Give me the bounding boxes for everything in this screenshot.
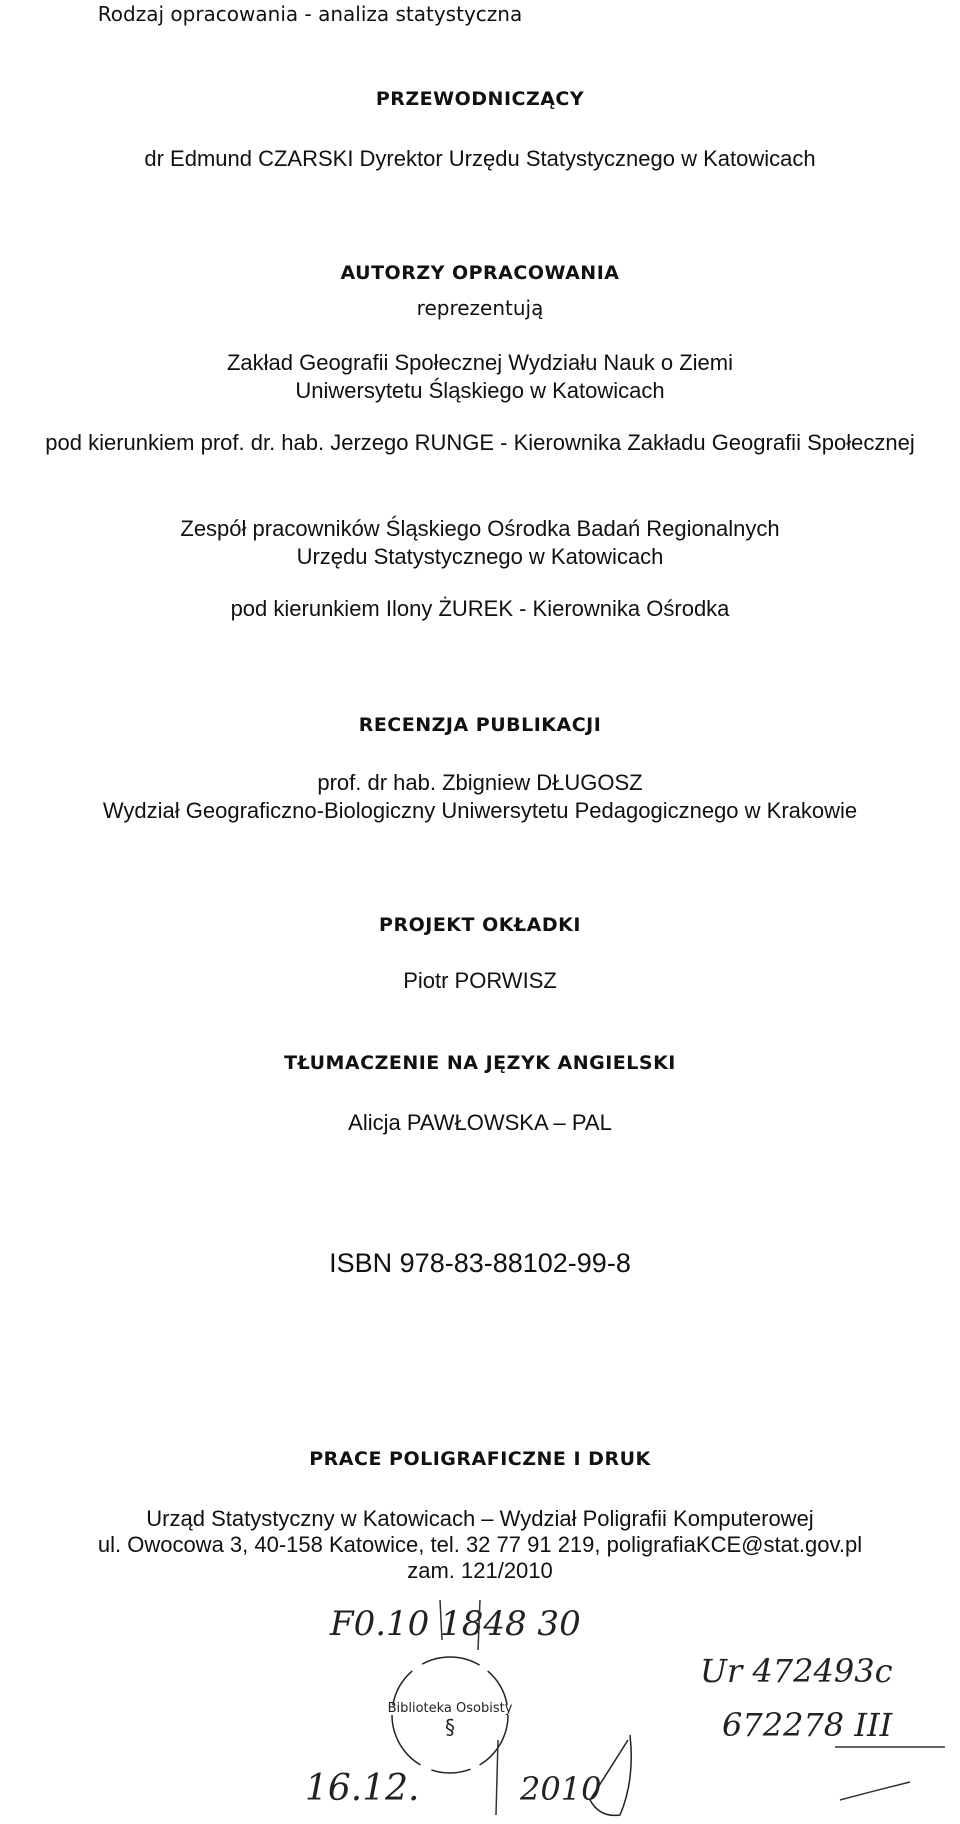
authors-group2-line1: Zespół pracowników Śląskiego Ośrodka Badań Regionalnych <box>180 516 780 541</box>
cover-name: Piotr PORWISZ <box>403 968 557 993</box>
translation-name: Alicja PAWŁOWSKA – PAL <box>348 1110 612 1135</box>
print-line2: ul. Owocowa 3, 40-158 Katowice, tel. 32 77 91 219, poligrafiaKCE@stat.gov.pl <box>97 1532 863 1557</box>
translation-heading: TŁUMACZENIE NA JĘZYK ANGIELSKI <box>284 1052 676 1074</box>
authors-group1-line2: Uniwersytetu Śląskiego w Katowicach <box>295 378 665 403</box>
stamp-text: Biblioteka Osobisty <box>387 1701 513 1716</box>
authors-group2-lead: pod kierunkiem Ilony ŻUREK - Kierownika Ośrodka <box>230 596 730 621</box>
handwritten-underline <box>830 1722 950 1812</box>
chair-name: dr Edmund CZARSKI Dyrektor Urzędu Statystycznego w Katowicach <box>144 146 816 171</box>
handwritten-catalog-number: F0.10 1848 30 <box>330 1604 581 1644</box>
print-heading: PRACE POLIGRAFICZNE I DRUK <box>309 1448 651 1470</box>
cover-heading: PROJEKT OKŁADKI <box>379 914 581 936</box>
print-line1: Urząd Statystyczny w Katowicach – Wydział Poligrafii Komputerowej <box>146 1506 814 1531</box>
handwritten-inventory-top: Ur 472493c <box>700 1652 893 1690</box>
authors-group2-line2: Urzędu Statystycznego w Katowicach <box>296 544 664 569</box>
authors-heading: AUTORZY OPRACOWANIA <box>340 262 620 284</box>
authors-group1-lead: pod kierunkiem prof. dr. hab. Jerzego RUNGE - Kierownika Zakładu Geografii Społecznej <box>45 430 915 455</box>
authors-group1-line1: Zakład Geografii Społecznej Wydziału Nauk o Ziemi <box>226 350 734 375</box>
handwritten-inventory-bottom: 672278 III <box>722 1706 893 1744</box>
handwritten-date: 16.12. <box>305 1768 420 1809</box>
print-line3: zam. 121/2010 <box>407 1558 553 1583</box>
document-type: Rodzaj opracowania - analiza statystyczna <box>97 2 523 26</box>
chair-heading: PRZEWODNICZĄCY <box>375 88 585 110</box>
handwritten-year: 2010 <box>520 1770 602 1808</box>
isbn: ISBN 978-83-88102-99-8 <box>329 1248 631 1278</box>
review-affiliation: Wydział Geograficzno-Biologiczny Uniwersytetu Pedagogicznego w Krakowie <box>102 798 858 823</box>
stamp-emblem: § <box>445 1715 455 1739</box>
handwritten-divider-lines <box>420 1590 540 1820</box>
authors-subheading: reprezentują <box>416 296 544 320</box>
review-name: prof. dr hab. Zbigniew DŁUGOSZ <box>317 770 643 795</box>
handwritten-slash <box>580 1730 640 1820</box>
review-heading: RECENZJA PUBLIKACJI <box>358 714 602 736</box>
